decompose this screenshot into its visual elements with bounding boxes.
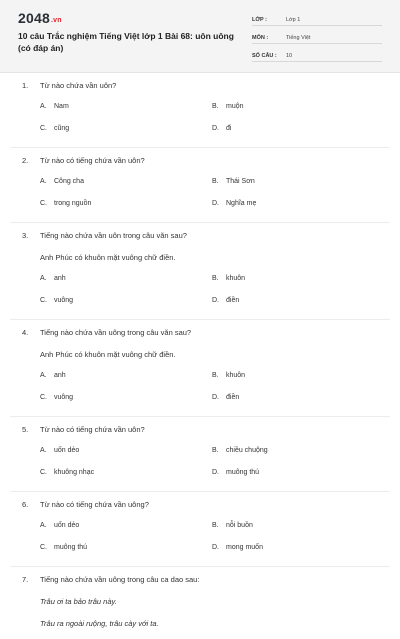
option-text: điền xyxy=(226,394,240,401)
option-letter: D. xyxy=(212,200,219,207)
answer-option[interactable] xyxy=(212,275,245,282)
answer-option[interactable] xyxy=(40,103,69,110)
question-3 xyxy=(0,229,400,320)
answer-option[interactable] xyxy=(40,544,87,551)
option-letter: D. xyxy=(212,125,219,132)
question-line xyxy=(0,326,400,348)
question-number: 5. xyxy=(22,425,29,434)
question-line xyxy=(0,423,400,445)
option-text: điền xyxy=(226,297,240,304)
worksheet-meta xyxy=(252,12,382,66)
option-row xyxy=(0,101,400,123)
passage-line xyxy=(0,617,400,639)
passage-line xyxy=(0,251,400,273)
option-letter: A. xyxy=(40,178,47,185)
option-letter: D. xyxy=(212,469,219,476)
answer-option[interactable] xyxy=(212,178,255,185)
option-letter: D. xyxy=(212,544,219,551)
option-letter: A. xyxy=(40,522,47,529)
meta-row-class xyxy=(252,12,382,26)
option-row xyxy=(0,392,400,414)
option-row xyxy=(0,295,400,317)
question-number: 6. xyxy=(22,500,29,509)
meta-value: Tiếng Việt xyxy=(286,35,311,41)
answer-option[interactable] xyxy=(40,125,69,132)
question-text: Tiếng nào chứa vần uông trong câu ca dao sau: xyxy=(40,575,200,584)
question-list xyxy=(0,72,400,639)
option-letter: D. xyxy=(212,394,219,401)
option-text: vuông xyxy=(54,394,74,401)
question-text: Từ nào có tiếng chứa vần uôn? xyxy=(40,425,145,434)
answer-option[interactable] xyxy=(40,469,94,476)
option-text: muộn xyxy=(226,103,244,110)
question-text: Tiếng nào chứa vần uôn trong câu văn sau? xyxy=(40,231,187,240)
answer-option[interactable] xyxy=(40,297,73,304)
option-text: anh xyxy=(54,372,66,379)
option-text: uốn dẻo xyxy=(54,522,80,529)
answer-option[interactable] xyxy=(212,394,239,401)
answer-option[interactable] xyxy=(212,103,244,110)
question-divider xyxy=(10,491,390,492)
passage-text: Trâu ơi ta bảo trâu này. xyxy=(40,597,117,606)
question-text: Từ nào có tiếng chứa vần uôn? xyxy=(40,156,145,165)
question-number: 4. xyxy=(22,328,29,337)
answer-option[interactable] xyxy=(40,200,91,207)
logo-suffix: .vn xyxy=(50,17,62,24)
passage-text: Anh Phúc có khuôn mặt vuông chữ điền. xyxy=(40,253,176,262)
option-text: chiều chuộng xyxy=(226,447,268,454)
question-line xyxy=(0,498,400,520)
question-number: 2. xyxy=(22,156,29,165)
question-text: Tiếng nào chứa vần uông trong câu văn sau? xyxy=(40,328,192,337)
option-text: uốn dẻo xyxy=(54,447,80,454)
header xyxy=(0,0,400,73)
option-letter: C. xyxy=(40,200,47,207)
option-letter: C. xyxy=(40,297,47,304)
option-text: anh xyxy=(54,275,66,282)
option-row xyxy=(0,370,400,392)
question-1 xyxy=(0,79,400,148)
option-text: muông thú xyxy=(226,469,260,476)
question-divider xyxy=(10,416,390,417)
option-letter: A. xyxy=(40,372,47,379)
answer-option[interactable] xyxy=(212,372,245,379)
question-line xyxy=(0,154,400,176)
option-letter: A. xyxy=(40,447,47,454)
question-line xyxy=(0,79,400,101)
option-text: đi xyxy=(226,125,232,132)
passage-text: Trâu ra ngoài ruộng, trâu cày với ta. xyxy=(40,619,159,628)
option-letter: C. xyxy=(40,125,47,132)
question-4 xyxy=(0,326,400,417)
answer-option[interactable] xyxy=(40,447,79,454)
worksheet-title: 10 câu Trắc nghiệm Tiếng Việt lớp 1 Bài 68: uôn uông (có đáp án) xyxy=(18,31,234,53)
meta-value: Lớp 1 xyxy=(286,17,301,23)
option-row xyxy=(0,198,400,220)
answer-option[interactable] xyxy=(212,447,268,454)
passage-line xyxy=(0,595,400,617)
answer-option[interactable] xyxy=(212,125,231,132)
option-letter: B. xyxy=(212,522,219,529)
answer-option[interactable] xyxy=(40,275,66,282)
option-text: vuông xyxy=(54,297,74,304)
option-letter: D. xyxy=(212,297,219,304)
option-text: mong muốn xyxy=(226,544,263,551)
answer-option[interactable] xyxy=(212,522,253,529)
question-number: 1. xyxy=(22,81,29,90)
question-text: Từ nào có tiếng chứa vần uông? xyxy=(40,500,149,509)
option-row xyxy=(0,273,400,295)
option-letter: B. xyxy=(212,178,219,185)
option-row xyxy=(0,445,400,467)
answer-option[interactable] xyxy=(212,297,239,304)
option-text: khuôn xyxy=(226,372,246,379)
option-row xyxy=(0,176,400,198)
question-line xyxy=(0,573,400,595)
question-divider xyxy=(10,566,390,567)
answer-option[interactable] xyxy=(212,544,263,551)
meta-row-subject xyxy=(252,30,382,44)
option-row xyxy=(0,520,400,542)
question-divider xyxy=(10,222,390,223)
question-5 xyxy=(0,423,400,492)
question-7 xyxy=(0,573,400,639)
option-letter: A. xyxy=(40,103,47,110)
option-row xyxy=(0,467,400,489)
question-divider xyxy=(10,147,390,148)
option-letter: B. xyxy=(212,447,219,454)
answer-option[interactable] xyxy=(40,522,79,529)
option-letter: B. xyxy=(212,103,219,110)
answer-option[interactable] xyxy=(212,200,256,207)
option-letter: B. xyxy=(212,372,219,379)
question-2 xyxy=(0,154,400,223)
option-row xyxy=(0,123,400,145)
option-row xyxy=(0,542,400,564)
option-letter: A. xyxy=(40,275,47,282)
meta-row-count xyxy=(252,48,382,62)
question-number: 7. xyxy=(22,575,29,584)
option-text: khuông nhạc xyxy=(54,469,95,476)
meta-label: SỐ CÂU : xyxy=(252,53,277,59)
option-letter: C. xyxy=(40,394,47,401)
option-text: Nghĩa mẹ xyxy=(226,200,257,207)
option-text: nỗi buồn xyxy=(226,522,253,529)
option-text: Công cha xyxy=(54,178,84,185)
question-text: Từ nào chứa vần uôn? xyxy=(40,81,117,90)
question-number: 3. xyxy=(22,231,29,240)
meta-label: LỚP : xyxy=(252,17,267,23)
meta-label: MÔN : xyxy=(252,35,269,41)
option-text: Thái Sơn xyxy=(226,178,255,185)
option-letter: C. xyxy=(40,544,47,551)
question-line xyxy=(0,229,400,251)
option-text: muông thú xyxy=(54,544,88,551)
answer-option[interactable] xyxy=(40,178,84,185)
meta-value: 10 xyxy=(286,53,293,59)
answer-option[interactable] xyxy=(40,372,66,379)
question-6 xyxy=(0,498,400,567)
passage-text: Anh Phúc có khuôn mặt vuông chữ điền. xyxy=(40,350,176,359)
option-text: Nam xyxy=(54,103,69,110)
question-divider xyxy=(10,319,390,320)
option-letter: C. xyxy=(40,469,47,476)
option-text: khuôn xyxy=(226,275,246,282)
answer-option[interactable] xyxy=(212,469,259,476)
option-text: cũng xyxy=(54,125,70,132)
logo-text: 2048 xyxy=(18,10,50,26)
site-logo[interactable] xyxy=(18,10,62,26)
option-letter: B. xyxy=(212,275,219,282)
option-text: trong nguồn xyxy=(54,200,92,207)
answer-option[interactable] xyxy=(40,394,73,401)
passage-line xyxy=(0,348,400,370)
